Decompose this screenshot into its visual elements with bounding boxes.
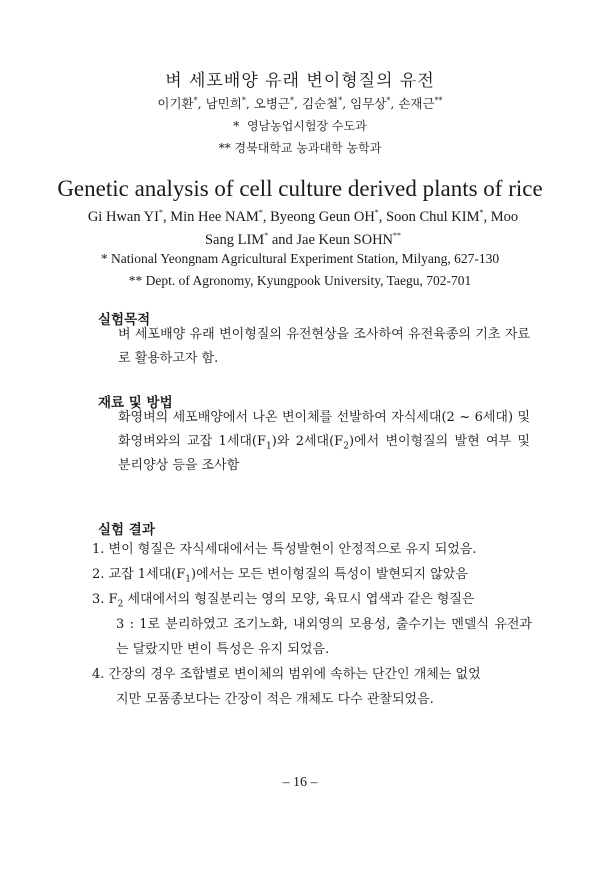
affiliation-mark: * bbox=[479, 208, 484, 218]
affiliation-mark: * bbox=[158, 208, 163, 218]
korean-author: 남민희 bbox=[205, 96, 242, 111]
affiliation-mark: ** bbox=[218, 141, 231, 155]
methods-text: 화영벼의 세포배양에서 나온 변이체를 선발하여 자식세대(2 ~ 6세대) 및 화영벼와의 교잡 1세대(F bbox=[118, 410, 530, 449]
item-continuation: 지만 모품종보다는 간장이 적은 개체도 다수 관찰되었음. bbox=[116, 692, 434, 707]
list-item bbox=[92, 537, 532, 562]
item-text: 교잡 1세대(F bbox=[108, 567, 186, 582]
english-author: Byeong Geun OH bbox=[270, 209, 375, 225]
affiliation-mark: * bbox=[233, 119, 240, 133]
affiliation-mark: * bbox=[100, 251, 108, 266]
list-item bbox=[92, 562, 532, 587]
english-affiliation-2 bbox=[0, 273, 600, 289]
korean-author-list: 이기환*, 남민희*, 오병근*, 김순철*, 임무상*, 손재근** bbox=[157, 95, 443, 111]
subscript: 2 bbox=[343, 441, 349, 452]
affiliation-mark: ** bbox=[128, 273, 143, 288]
page-number: – 16 – bbox=[282, 775, 318, 790]
english-affiliation-1 bbox=[0, 251, 600, 267]
list-item bbox=[92, 662, 532, 712]
english-author: Soon Chul KIM bbox=[386, 209, 480, 225]
methods-text: )에서 변이형질의 발현 여부 및 분리양상 등을 조사함 bbox=[118, 434, 530, 473]
methods-text: )와 2세대(F bbox=[271, 434, 344, 449]
item-number: 4. bbox=[92, 667, 105, 682]
affiliation-mark: * bbox=[338, 95, 343, 105]
list-item bbox=[92, 587, 532, 662]
affiliation-mark: * bbox=[386, 95, 391, 105]
affiliation-text: Dept. of Agronomy, Kyungpook University, Taegu, 702-701 bbox=[145, 273, 472, 288]
korean-author: 임무상 bbox=[350, 96, 387, 111]
section-body-methods bbox=[118, 406, 530, 478]
english-title: Genetic analysis of cell culture derived plants of rice bbox=[57, 176, 543, 201]
affiliation-mark: * bbox=[264, 231, 269, 241]
affiliation-mark: * bbox=[290, 95, 295, 105]
item-text: )에서는 모든 변이형질의 특성이 발현되지 않았음 bbox=[191, 567, 468, 582]
subscript: 1 bbox=[266, 441, 272, 452]
english-author-list: Gi Hwan YI*, Min Hee NAM*, Byeong Geun OH*, Soon Chul KIM*, Moo Sang LIM* and Jae Keun SOHN** bbox=[87, 208, 519, 248]
affiliation-mark: * bbox=[193, 95, 198, 105]
affiliation-text: 경북대학교 농과대학 농학과 bbox=[234, 141, 382, 155]
item-text: F bbox=[108, 592, 118, 607]
item-text: 간장의 경우 조합별로 변이체의 범위에 속하는 단간인 개체는 없었 bbox=[108, 667, 481, 682]
korean-affiliation-2 bbox=[0, 139, 600, 156]
korean-title: 벼 세포배양 유래 변이형질의 유전 bbox=[165, 71, 435, 91]
item-number: 1. bbox=[92, 542, 105, 557]
section-heading-purpose: 실험목적 bbox=[98, 312, 151, 328]
item-continuation: 3 : 1로 분리하였고 조기노화, 내외영의 모용성, 출수기는 멘델식 유전과는 달랐지만 변이 특성은 유지 되었음. bbox=[116, 617, 532, 657]
section-heading-methods: 재료 및 방법 bbox=[98, 395, 173, 411]
korean-affiliation-1 bbox=[0, 117, 600, 134]
subscript: 1 bbox=[185, 574, 192, 585]
item-text: 변이 형질은 자식세대에서는 특성발현이 안정적으로 유지 되었음. bbox=[108, 542, 477, 557]
english-author: Min Hee NAM bbox=[170, 209, 259, 225]
section-body-purpose: 벼 세포배양 유래 변이형질의 유전현상을 조사하여 유전육종의 기초 자료로 활용하고자 함. bbox=[118, 327, 530, 366]
section-heading-results: 실험 결과 bbox=[98, 522, 155, 538]
affiliation-text: 영남농업시험장 수도과 bbox=[246, 119, 367, 133]
affiliation-mark: ** bbox=[393, 231, 402, 241]
item-text: 세대에서의 형질분리는 영의 모양, 육묘시 엽색과 같은 형질은 bbox=[123, 592, 475, 607]
english-author: Jae Keun SOHN bbox=[296, 232, 394, 248]
english-author: Gi Hwan YI bbox=[87, 209, 159, 225]
korean-author: 손재근 bbox=[398, 96, 435, 111]
affiliation-mark: * bbox=[258, 208, 263, 218]
affiliation-mark: ** bbox=[434, 95, 443, 105]
item-number: 3. bbox=[92, 592, 105, 607]
korean-author: 이기환 bbox=[157, 96, 194, 111]
korean-author: 김순철 bbox=[301, 96, 339, 111]
affiliation-mark: * bbox=[241, 95, 246, 105]
results-list bbox=[92, 537, 532, 712]
korean-author: 오병근 bbox=[253, 96, 291, 111]
english-author: Moo Sang LIM bbox=[204, 209, 519, 248]
author-conjunction: and bbox=[271, 232, 293, 248]
item-number: 2. bbox=[92, 567, 105, 582]
affiliation-mark: * bbox=[374, 208, 379, 218]
subscript: 2 bbox=[117, 599, 124, 610]
affiliation-text: National Yeongnam Agricultural Experiment Station, Milyang, 627-130 bbox=[111, 251, 500, 266]
